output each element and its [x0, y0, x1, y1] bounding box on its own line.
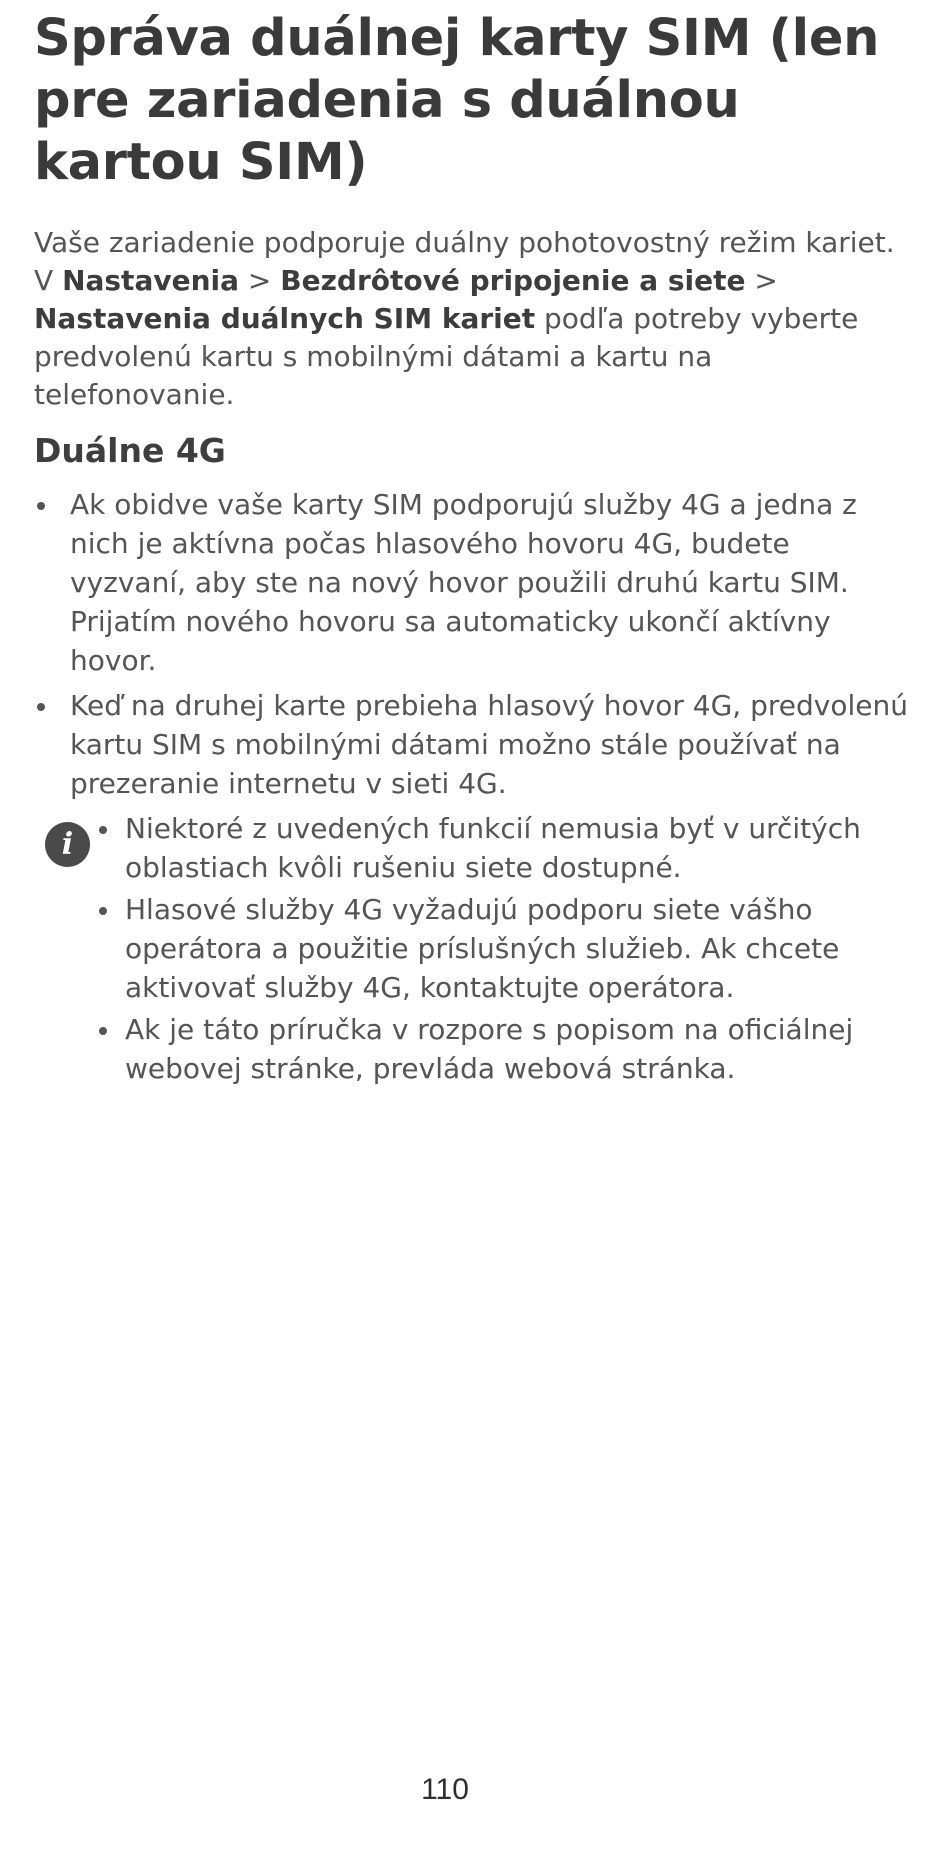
- manual-page: [34, 0, 914, 1091]
- menu-separator: >: [745, 264, 778, 297]
- note-item: Niektoré z uvedených funkcií nemusia byť v určitých oblastiach kvôli rušeniu siete dostupné.: [95, 809, 914, 887]
- intro-text-1: Vaše zariadenie podporuje duálny pohotovostný režim kariet.: [34, 226, 895, 259]
- list-item: Keď na druhej karte prebieha hlasový hovor 4G, predvolenú kartu SIM s mobilnými dátami možno stále používať na prezeranie internetu v sieti 4G.: [34, 686, 914, 803]
- info-icon: i: [45, 822, 90, 867]
- section-heading: Duálne 4G: [34, 431, 226, 470]
- page-title: Správa duálnej karty SIM (len pre zariadenia s duálnou kartou SIM): [34, 9, 880, 192]
- intro-v: V: [34, 264, 63, 297]
- list-item: Ak obidve vaše karty SIM podporujú služby 4G a jedna z nich je aktívna počas hlasového hovoru 4G, budete vyzvaní, aby ste na nový hovor použili druhú kartu SIM. Prijatím nového hovoru sa automaticky ukončí aktívny hovor.: [34, 485, 914, 680]
- intro-text-2: podľa potreby vyberte predvolenú kartu s mobilnými dátami a kartu na telefonovanie.: [34, 302, 859, 411]
- note-box: [34, 809, 914, 1088]
- menu-path-settings: Nastavenia: [62, 264, 240, 297]
- page-number: 110: [421, 1773, 469, 1806]
- bullet-list: [34, 485, 914, 803]
- menu-separator: >: [239, 264, 281, 297]
- note-item: Ak je táto príručka v rozpore s popisom na oficiálnej webovej stránke, prevláda webová stránka.: [95, 1010, 914, 1088]
- menu-path-dual-sim: Nastavenia duálnych SIM kariet: [34, 302, 536, 335]
- note-item: Hlasové služby 4G vyžadujú podporu siete vášho operátora a použitie príslušných služieb. Ak chcete aktivovať služby 4G, kontaktujte operátora.: [95, 890, 914, 1007]
- note-list: [95, 809, 914, 1088]
- menu-path-wireless: Bezdrôtové pripojenie a siete: [280, 264, 746, 297]
- intro-paragraph: [34, 224, 914, 414]
